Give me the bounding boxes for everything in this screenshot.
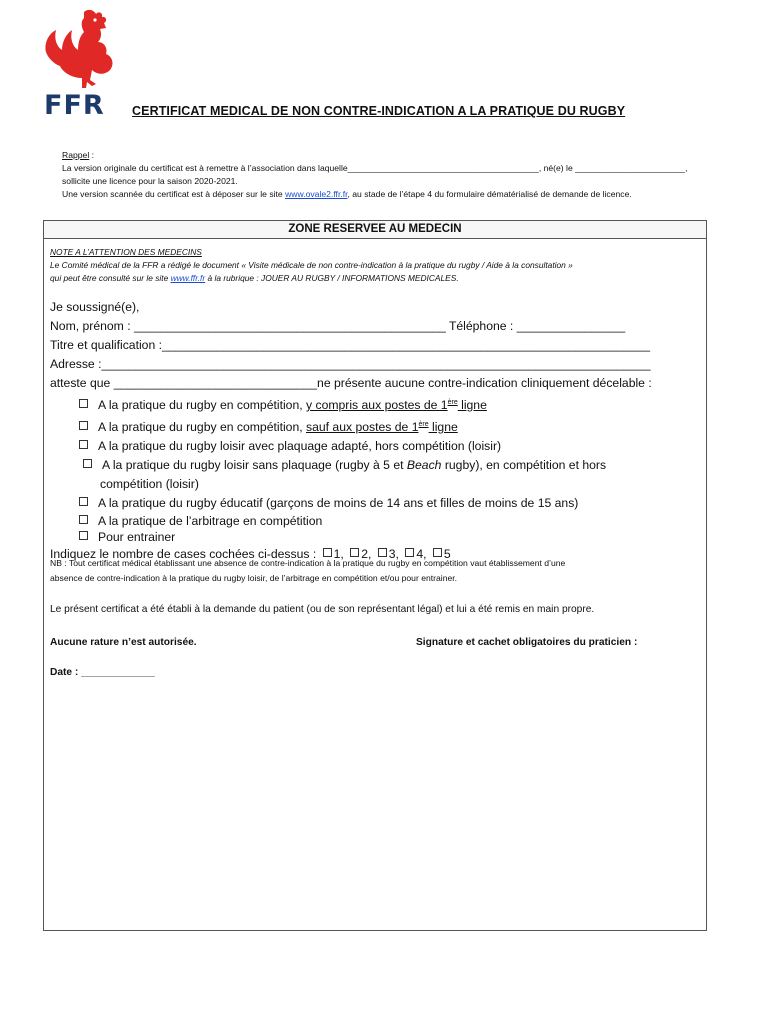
- nb-line-2: absence de contre-indication à la pratique du rugby loisir, de l’arbitrage en compétition et/ou pour entrainer.: [50, 573, 458, 583]
- option-text: A la pratique du rugby éducatif (garçons de moins de 14 ans et filles de moins de 15 ans): [98, 496, 579, 511]
- option-leisure-no-tackle-continued: compétition (loisir): [100, 477, 199, 492]
- option-text: A la pratique du rugby loisir sans plaquage (rugby à 5 et: [102, 458, 407, 473]
- option-refereeing[interactable]: [50, 513, 700, 529]
- count-option-4: 4,: [416, 547, 427, 562]
- checked-count-label: Indiquez le nombre de cases cochées ci-dessus :: [50, 547, 317, 562]
- option-text: A la pratique du rugby loisir avec plaquage adapté, hors compétition (loisir): [98, 439, 502, 454]
- option-text: A la pratique du rugby en compétition,: [98, 398, 306, 413]
- checkbox[interactable]: [79, 421, 88, 430]
- doctor-zone-header: ZONE RESERVEE AU MEDECIN: [44, 221, 706, 239]
- checkbox[interactable]: [79, 515, 88, 524]
- atteste-line[interactable]: atteste que ______________________________ne présente aucune contre-indication cliniquement décelable :: [50, 376, 652, 390]
- count-option-1: 1,: [333, 547, 344, 562]
- reminder-section: [62, 149, 722, 201]
- option-competition-excl-front-row[interactable]: [50, 415, 700, 437]
- note-line-2-end: à la rubrique : JOUER AU RUGBY / INFORMATIONS MEDICALES.: [205, 273, 459, 283]
- checkbox[interactable]: [83, 459, 92, 468]
- reminder-line-1: La version originale du certificat est à remettre à l’association dans laquelle________________________________________, né(e) le _______________________,: [62, 163, 688, 173]
- option-leisure-no-tackle[interactable]: [50, 456, 700, 475]
- doctor-note: [50, 246, 700, 285]
- patient-request-statement: Le présent certificat a été établi à la demande du patient (ou de son représentant légal) et lui a été remis en main propre.: [50, 604, 595, 615]
- checkbox[interactable]: [79, 440, 88, 449]
- count-option-5: 5: [443, 547, 451, 562]
- option-competition-incl-front-row[interactable]: [50, 393, 700, 415]
- no-erasure-notice: Aucune rature n’est autorisée.: [50, 637, 197, 648]
- note-line-2-start: qui peut être consulté sur le site: [50, 273, 171, 283]
- note-title: NOTE A L’ATTENTION DES MEDECINS: [50, 247, 202, 257]
- count-option-2: 2,: [361, 547, 372, 562]
- rooster-icon: [40, 8, 120, 92]
- reminder-label: Rappel: [62, 150, 90, 160]
- option-coaching[interactable]: [50, 529, 700, 545]
- note-line-1: Le Comité médical de la FFR a rédigé le document « Visite médicale de non contre-indication à la pratique du rugby / Aide à la consultation »: [50, 260, 573, 270]
- ffr-link[interactable]: www.ffr.fr: [170, 273, 206, 283]
- checkbox[interactable]: [79, 399, 88, 408]
- option-text: A la pratique de l’arbitrage en compétition: [98, 514, 323, 529]
- signature-label: Signature et cachet obligatoires du praticien :: [416, 637, 638, 648]
- soussigne-line: Je soussigné(e),: [50, 300, 140, 314]
- name-phone-line[interactable]: Nom, prénom : ______________________________________________ Téléphone : ________________: [50, 319, 626, 333]
- doctor-zone: [43, 220, 707, 931]
- nb-note: [50, 556, 705, 586]
- option-text: Pour entrainer: [98, 530, 176, 545]
- option-text: A la pratique du rugby en compétition,: [98, 420, 306, 435]
- nb-line-1: NB : Tout certificat médical établissant une absence de contre-indication à la pratique du rugby en compétition vaut établissement d’une: [50, 558, 566, 568]
- reminder-label-suffix: :: [89, 150, 95, 160]
- title-qualification-line[interactable]: Titre et qualification :________________________________________________________________________: [50, 338, 651, 352]
- option-educational[interactable]: [50, 494, 700, 513]
- ovale2-link[interactable]: www.ovale2.ffr.fr: [285, 189, 348, 199]
- option-text-underlined: y compris aux postes de 1: [306, 398, 448, 413]
- address-line[interactable]: Adresse :_________________________________________________________________________________: [50, 357, 651, 371]
- option-text-italic: Beach: [406, 458, 442, 473]
- ffr-logo: [40, 8, 120, 120]
- option-text-underlined: sauf aux postes de 1: [306, 420, 419, 435]
- option-sup: ère: [447, 399, 458, 406]
- option-text-end: ligne: [428, 420, 458, 435]
- option-sup: ère: [418, 421, 429, 429]
- checkbox[interactable]: [79, 531, 88, 540]
- count-option-3: 3,: [388, 547, 399, 562]
- option-text-end: ligne: [457, 398, 487, 413]
- page-title: CERTIFICAT MEDICAL DE NON CONTRE-INDICATION A LA PRATIQUE DU RUGBY: [132, 104, 626, 118]
- ffr-logo-text: FFR: [44, 90, 105, 121]
- option-leisure-adapted-tackle[interactable]: [50, 437, 700, 456]
- reminder-line-3-start: Une version scannée du certificat est à déposer sur le site: [62, 189, 286, 199]
- date-field[interactable]: Date : _____________: [50, 667, 155, 678]
- certificate-form: [50, 298, 700, 564]
- reminder-line-3-end: , au stade de l’étape 4 du formulaire dématérialisé de demande de licence.: [347, 189, 632, 199]
- checkbox[interactable]: [79, 497, 88, 506]
- option-text-end: rugby), en compétition et hors: [441, 458, 607, 473]
- reminder-line-2: sollicite une licence pour la saison 2020-2021.: [62, 176, 238, 186]
